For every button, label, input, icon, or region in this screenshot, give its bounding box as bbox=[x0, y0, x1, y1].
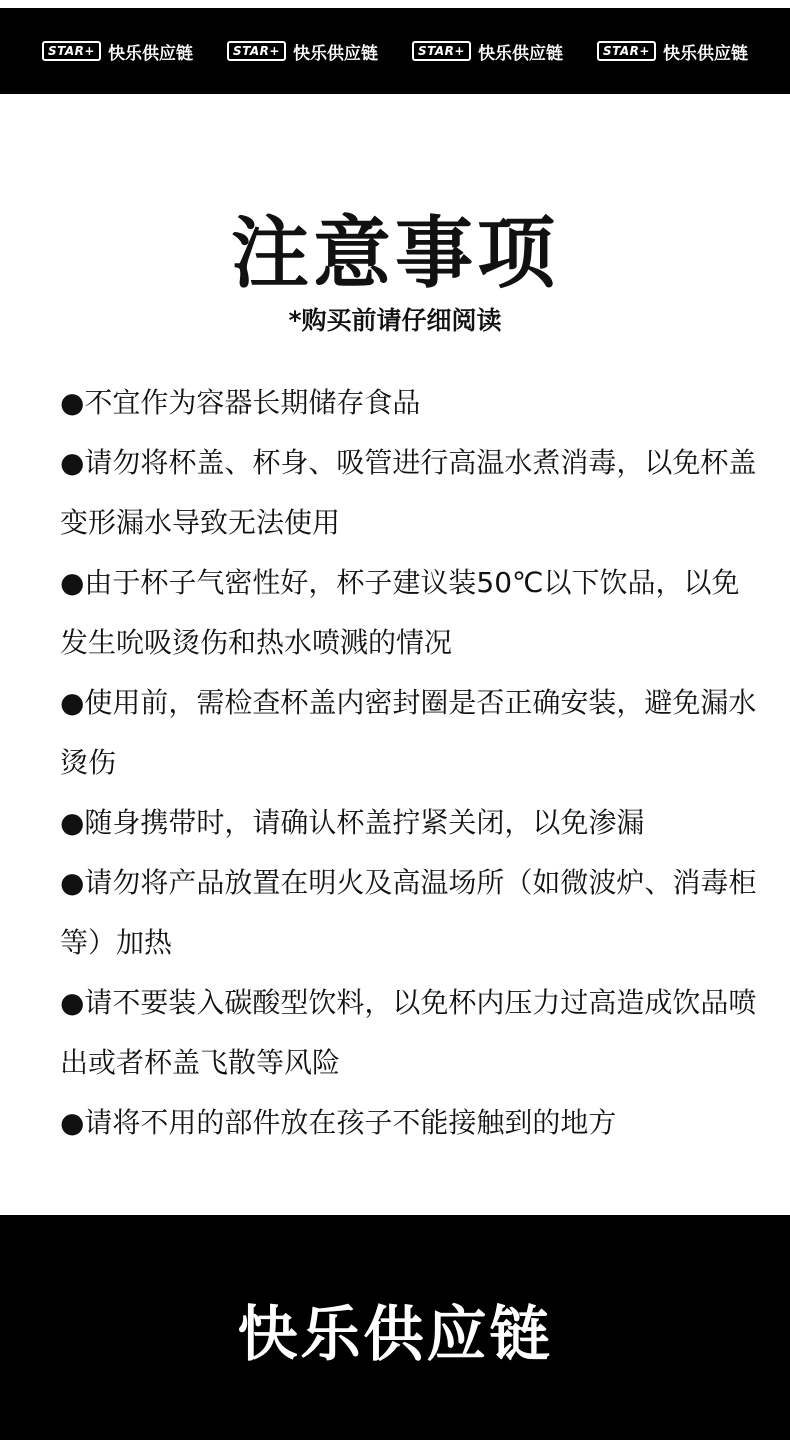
star-plus-logo: STAR+ bbox=[597, 41, 656, 61]
header-banner bbox=[0, 8, 790, 94]
note-item-3: ●由于杯子气密性好，杯子建议装50℃以下饮品，以免发生吮吸烫伤和热水喷溅的情况 bbox=[60, 566, 740, 659]
notes-list bbox=[60, 373, 760, 1153]
note-item-1: ●不宜作为容器长期储存食品 bbox=[60, 386, 421, 419]
header-brand-2 bbox=[227, 39, 378, 64]
brand-name: 快乐供应链 bbox=[662, 43, 748, 64]
note-item-4: ●使用前，需检查杯盖内密封圈是否正确安装，避免漏水烫伤 bbox=[60, 686, 757, 779]
note-item-6: ●请勿将产品放置在明火及高温场所（如微波炉、消毒柜等）加热 bbox=[60, 866, 757, 959]
header-brand-3 bbox=[412, 39, 563, 64]
header-brand-4 bbox=[597, 39, 748, 64]
brand-name: 快乐供应链 bbox=[292, 43, 378, 64]
footer-banner bbox=[0, 1215, 790, 1440]
brand-name: 快乐供应链 bbox=[477, 43, 563, 64]
star-plus-logo: STAR+ bbox=[412, 41, 471, 61]
star-plus-logo: STAR+ bbox=[42, 41, 101, 61]
footer-brand-name: 快乐供应链 bbox=[237, 1299, 553, 1370]
note-item-5: ●随身携带时，请确认杯盖拧紧关闭，以免渗漏 bbox=[60, 806, 645, 839]
page-subtitle: *购买前请仔细阅读 bbox=[288, 306, 502, 335]
note-item-7: ●请不要装入碳酸型饮料，以免杯内压力过高造成饮品喷出或者杯盖飞散等风险 bbox=[60, 986, 757, 1079]
header-brand-1 bbox=[42, 39, 193, 64]
note-item-2: ●请勿将杯盖、杯身、吸管进行高温水煮消毒，以免杯盖变形漏水导致无法使用 bbox=[60, 446, 757, 539]
star-plus-logo: STAR+ bbox=[227, 41, 286, 61]
page-title: 注意事项 bbox=[230, 209, 559, 299]
note-item-8: ●请将不用的部件放在孩子不能接触到的地方 bbox=[60, 1106, 617, 1139]
brand-name: 快乐供应链 bbox=[107, 43, 193, 64]
